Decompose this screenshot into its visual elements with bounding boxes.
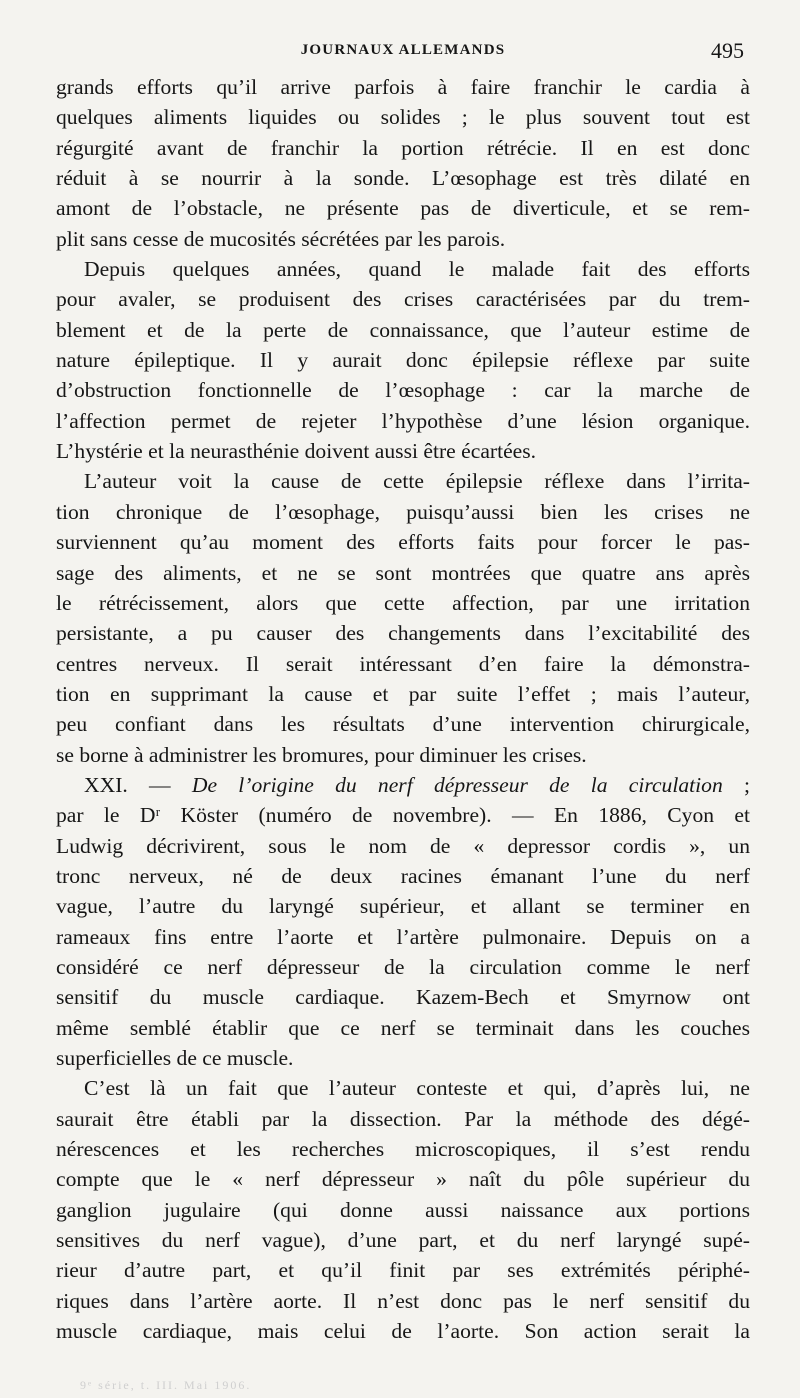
text-line: nature épileptique. Il y aurait donc épilepsie réflexe par suite [56,348,750,373]
section-title: De l’origine du nerf dépresseur de la circulation [191,772,723,797]
text-line: blement et de la perte de connaissance, que l’auteur estime de [56,317,750,342]
text-line: par le Dʳ Köster (numéro de novembre). — En 1886, Cyon et [56,803,750,828]
section-number: XXI. — [84,772,192,797]
text-line: rameaux fins entre l’aorte et l’artère pulmonaire. Depuis on a [56,924,750,949]
text-line: plit sans cesse de mucosités sécrétées par les parois. [56,226,506,251]
text-line: sensitif du muscle cardiaque. Kazem-Bech et Smyrnow ont [56,985,750,1010]
page-header [56,36,750,70]
text-line: nérescences et les recherches microscopiques, il s’est rendu [56,1137,750,1162]
text-line: tion chronique de l’œsophage, puisqu’aussi bien les crises ne [56,499,750,524]
section-title-punct: ; [722,772,750,797]
text-line: vague, l’autre du laryngé supérieur, et allant se terminer en [56,894,750,919]
text-line: réduit à se nourrir à la sonde. L’œsophage est très dilaté en [56,166,750,191]
text-line: amont de l’obstacle, ne présente pas de diverticule, et se rem- [56,196,750,221]
text-line: muscle cardiaque, mais celui de l’aorte. Son action serait la [56,1319,750,1344]
paragraph-block-2 [56,800,750,1346]
text-line: ganglion jugulaire (qui donne aussi naissance aux portions [56,1197,750,1222]
text-line: l’affection permet de rejeter l’hypothèse d’une lésion organique. [56,408,750,433]
text-line: surviennent qu’au moment des efforts faits pour forcer le pas- [56,530,750,555]
text-line: le rétrécissement, alors que cette affection, par une irritation [56,590,750,615]
text-line: quelques aliments liquides ou solides ; le plus souvent tout est [56,105,750,130]
text-line: Ludwig décrivirent, sous le nom de « depressor cordis », un [56,833,750,858]
text-line: considéré ce nerf dépresseur de la circulation comme le nerf [56,954,750,979]
page [56,36,750,1346]
text-line: L’auteur voit la cause de cette épilepsie réflexe dans l’irrita- [84,469,750,494]
text-line: régurgité avant de franchir la portion rétrécie. Il en est donc [56,135,750,160]
text-line: L’hystérie et la neurasthénie doivent aussi être écartées. [56,439,537,464]
body-text [56,72,750,1346]
text-line: compte que le « nerf dépresseur » naît du pôle supérieur du [56,1167,750,1192]
text-line: peu confiant dans les résultats d’une intervention chirurgicale, [56,712,750,737]
text-line: C’est là un fait que l’auteur conteste et qui, d’après lui, ne [84,1076,750,1101]
section-heading-line [56,770,750,800]
text-line: pour avaler, se produisent des crises caractérisées par du trem- [56,287,750,312]
text-line: se borne à administrer les bromures, pour diminuer les crises. [56,742,587,767]
text-line: grands efforts qu’il arrive parfois à faire franchir le cardia à [56,75,750,99]
text-line: saurait être établi par la dissection. Par la méthode des dégé- [56,1106,750,1131]
text-line: tronc nerveux, né de deux racines émanant l’une du nerf [56,863,750,888]
text-line: même semblé établir que ce nerf se terminait dans les couches [56,1015,750,1040]
paragraph-block-1 [56,72,750,770]
text-line: tion en supprimant la cause et par suite l’effet ; mais l’auteur, [56,681,750,706]
running-title: JOURNAUX ALLEMANDS [300,42,506,58]
text-line: Depuis quelques années, quand le malade fait des efforts [84,257,750,282]
text-line: rieur d’autre part, et qu’il finit par ses extrémités périphé- [56,1258,750,1283]
text-line: superficielles de ce muscle. [56,1046,294,1070]
page-footer: 9ᵉ série, t. III. Mai 1906. [80,1378,252,1392]
text-line: sensitives du nerf vague), d’une part, et du nerf laryngé supé- [56,1228,750,1253]
text-line: d’obstruction fonctionnelle de l’œsophage : car la marche de [56,378,750,403]
text-line: sage des aliments, et ne se sont montrées que quatre ans après [56,560,750,585]
page-number: 495 [711,38,744,63]
text-line: persistante, a pu causer des changements dans l’excitabilité des [56,621,750,646]
text-line: centres nerveux. Il serait intéressant d’en faire la démonstra- [56,651,750,676]
text-line: riques dans l’artère aorte. Il n’est donc pas le nerf sensitif du [56,1288,750,1313]
